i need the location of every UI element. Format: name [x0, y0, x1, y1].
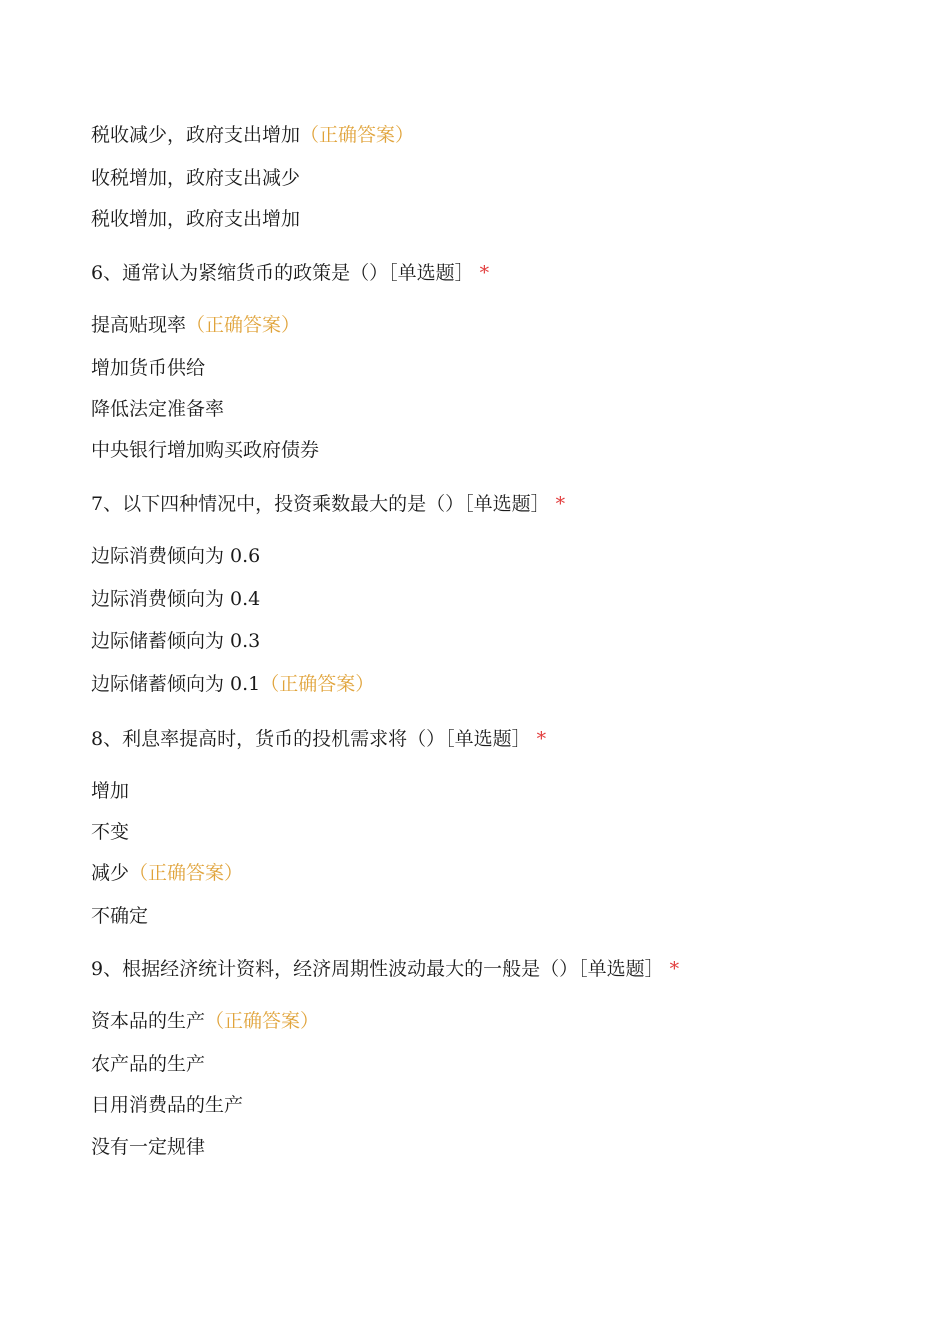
option-q9-3 — [91, 1092, 243, 1118]
option-prev-2 — [91, 165, 300, 191]
option-text: 税收增加，政府支出增加 — [91, 208, 301, 230]
option-text: 减少 — [91, 862, 130, 884]
option-q7-3 — [91, 628, 260, 654]
option-q9-4 — [91, 1134, 205, 1160]
question-9-title — [91, 956, 679, 982]
option-q6-4 — [91, 437, 319, 463]
option-text: 增加货币供给 — [91, 357, 206, 379]
option-q7-2 — [91, 586, 260, 612]
question-text: 9、根据经济统计资料，经济周期性波动最大的一般是（）［单选题］ — [91, 958, 664, 980]
option-q6-2 — [91, 355, 205, 381]
option-q8-2 — [91, 819, 129, 845]
option-text: 日用消费品的生产 — [91, 1094, 244, 1116]
question-7-title — [91, 491, 565, 517]
option-q6-1 — [91, 312, 300, 338]
question-text: 7、以下四种情况中，投资乘数最大的是（）［单选题］ — [91, 493, 550, 515]
question-6-title — [91, 260, 489, 286]
correct-answer-marker: （正确答案） — [129, 862, 244, 884]
option-text: 税收减少，政府支出增加 — [91, 124, 301, 146]
option-text: 边际储蓄倾向为 0.1 — [91, 673, 261, 695]
option-q6-3 — [91, 396, 224, 422]
option-text: 增加 — [91, 780, 130, 802]
option-q7-1 — [91, 543, 260, 569]
option-text: 边际储蓄倾向为 0.3 — [91, 630, 261, 652]
required-asterisk: * — [536, 728, 547, 750]
option-text: 不确定 — [91, 905, 149, 927]
option-text: 降低法定准备率 — [91, 398, 225, 420]
option-q8-3 — [91, 860, 243, 886]
option-prev-3 — [91, 206, 300, 232]
option-text: 边际消费倾向为 0.6 — [91, 545, 261, 567]
correct-answer-marker: （正确答案） — [300, 124, 415, 146]
option-q9-1 — [91, 1008, 319, 1034]
option-text: 没有一定规律 — [91, 1136, 206, 1158]
question-8-title — [91, 726, 546, 752]
correct-answer-marker: （正确答案） — [186, 314, 301, 336]
option-text: 不变 — [91, 821, 130, 843]
option-text: 收税增加，政府支出减少 — [91, 167, 301, 189]
required-asterisk: * — [555, 493, 566, 515]
correct-answer-marker: （正确答案） — [260, 673, 375, 695]
option-text: 农产品的生产 — [91, 1053, 206, 1075]
option-text: 资本品的生产 — [91, 1010, 206, 1032]
option-text: 边际消费倾向为 0.4 — [91, 588, 261, 610]
required-asterisk: * — [479, 262, 490, 284]
question-text: 8、利息率提高时，货币的投机需求将（）［单选题］ — [91, 728, 531, 750]
option-q9-2 — [91, 1051, 205, 1077]
option-q8-4 — [91, 903, 148, 929]
option-prev-1 — [91, 122, 414, 148]
question-text: 6、通常认为紧缩货币的政策是（）［单选题］ — [91, 262, 474, 284]
option-q7-4 — [91, 671, 374, 697]
option-text: 提高贴现率 — [91, 314, 187, 336]
option-text: 中央银行增加购买政府债券 — [91, 439, 320, 461]
required-asterisk: * — [669, 958, 680, 980]
correct-answer-marker: （正确答案） — [205, 1010, 320, 1032]
option-q8-1 — [91, 778, 129, 804]
